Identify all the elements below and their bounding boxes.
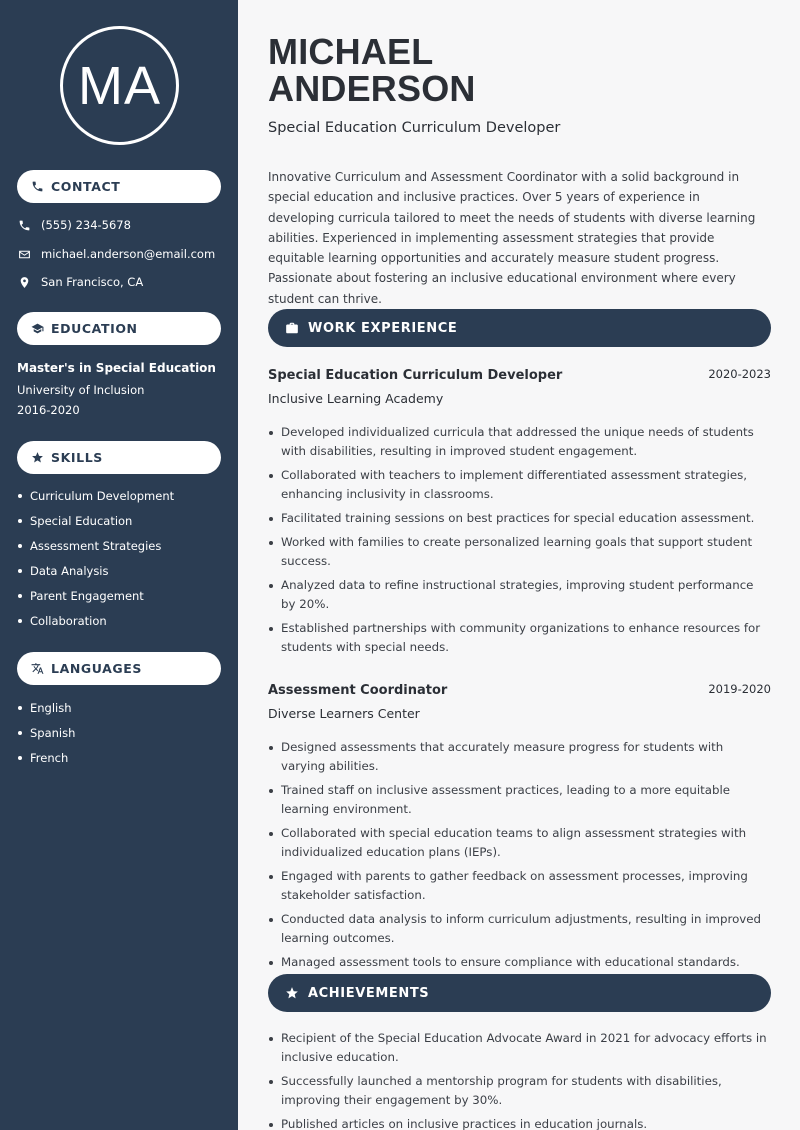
job-title: Assessment Coordinator bbox=[268, 683, 448, 698]
work-experience-heading-label: WORK EXPERIENCE bbox=[308, 320, 458, 336]
list-item: French bbox=[18, 750, 75, 775]
list-item: Trained staff on inclusive assessment practices, leading to a more equitable learning environment. bbox=[268, 781, 768, 819]
profile-summary: Innovative Curriculum and Assessment Coordinator with a solid background in special education and inclusive practices. Over 5 years of experience in developing curricula tailored to meet the needs of students with diverse learning abilities. Experienced in implementing assessment strategies that provide equitable learning opportunities and accurately measure student progress. Passionate about fostering an inclusive educational environment where every student can thrive. bbox=[268, 170, 756, 306]
languages-heading bbox=[17, 652, 221, 685]
education-heading-label: EDUCATION bbox=[51, 321, 138, 336]
languages-list bbox=[18, 700, 75, 775]
education-school: University of Inclusion bbox=[17, 383, 145, 397]
contact-location bbox=[18, 275, 143, 289]
list-item: Worked with families to create personalized learning goals that support student success. bbox=[268, 533, 768, 571]
contact-heading bbox=[17, 170, 221, 203]
list-item: Spanish bbox=[18, 725, 75, 750]
list-item: Collaboration bbox=[18, 613, 174, 638]
skills-heading bbox=[17, 441, 221, 474]
contact-heading-label: CONTACT bbox=[51, 179, 121, 194]
contact-phone bbox=[18, 218, 131, 232]
contact-email-text: michael.anderson@email.com bbox=[41, 247, 216, 261]
list-item: Assessment Strategies bbox=[18, 538, 174, 563]
languages-heading-label: LANGUAGES bbox=[51, 661, 143, 676]
sidebar bbox=[0, 0, 238, 1130]
list-item: Engaged with parents to gather feedback on assessment processes, improving stakeholder satisfaction. bbox=[268, 867, 768, 905]
list-item: Analyzed data to refine instructional strategies, improving student performance by 20%. bbox=[268, 576, 768, 614]
job-role: Special Education Curriculum Developer bbox=[268, 120, 561, 136]
star-icon bbox=[285, 986, 299, 1000]
name-first: MICHAEL bbox=[268, 31, 434, 72]
job-title: Special Education Curriculum Developer bbox=[268, 368, 563, 383]
list-item: Recipient of the Special Education Advocate Award in 2021 for advocacy efforts in inclusive education. bbox=[268, 1029, 768, 1067]
achievements-heading bbox=[268, 974, 771, 1012]
list-item: Designed assessments that accurately measure progress for students with varying abilities. bbox=[268, 738, 768, 776]
full-name bbox=[268, 33, 476, 107]
envelope-icon bbox=[18, 248, 31, 261]
contact-location-text: San Francisco, CA bbox=[41, 275, 144, 289]
job-bullets bbox=[268, 738, 768, 977]
graduation-cap-icon bbox=[31, 322, 44, 335]
education-degree: Master's in Special Education bbox=[17, 361, 216, 375]
education-heading bbox=[17, 312, 221, 345]
list-item: Special Education bbox=[18, 513, 174, 538]
avatar bbox=[60, 26, 179, 145]
list-item: Collaborated with special education teams to align assessment strategies with individualized education plans (IEPs). bbox=[268, 824, 768, 862]
avatar-initials: MA bbox=[78, 55, 161, 116]
job-dates: 2020-2023 bbox=[708, 367, 771, 381]
list-item: Established partnerships with community organizations to enhance resources for students with special needs. bbox=[268, 619, 768, 657]
skills-list bbox=[18, 488, 174, 638]
map-pin-icon bbox=[18, 276, 31, 289]
job-organization: Diverse Learners Center bbox=[268, 706, 420, 721]
list-item: Managed assessment tools to ensure compliance with educational standards. bbox=[268, 953, 768, 972]
list-item: English bbox=[18, 700, 75, 725]
contact-phone-text: (555) 234-5678 bbox=[41, 218, 131, 232]
phone-icon bbox=[31, 180, 44, 193]
contact-email[interactable] bbox=[18, 247, 215, 261]
list-item: Published articles on inclusive practices in education journals. bbox=[268, 1115, 768, 1130]
list-item: Collaborated with teachers to implement differentiated assessment strategies, enhancing inclusivity in classrooms. bbox=[268, 466, 768, 504]
phone-icon bbox=[18, 219, 31, 232]
briefcase-icon bbox=[285, 321, 299, 335]
list-item: Curriculum Development bbox=[18, 488, 174, 513]
list-item: Successfully launched a mentorship program for students with disabilities, improving their engagement by 30%. bbox=[268, 1072, 768, 1110]
job-bullets bbox=[268, 423, 768, 662]
achievements-heading-label: ACHIEVEMENTS bbox=[308, 985, 430, 1001]
list-item: Facilitated training sessions on best practices for special education assessment. bbox=[268, 509, 768, 528]
list-item: Conducted data analysis to inform curriculum adjustments, resulting in improved learning outcomes. bbox=[268, 910, 768, 948]
education-years: 2016-2020 bbox=[17, 403, 80, 417]
translate-icon bbox=[31, 662, 44, 675]
list-item: Parent Engagement bbox=[18, 588, 174, 613]
star-icon bbox=[31, 451, 44, 464]
list-item: Data Analysis bbox=[18, 563, 174, 588]
achievements-list bbox=[268, 1029, 768, 1130]
name-last: ANDERSON bbox=[268, 68, 476, 109]
skills-heading-label: SKILLS bbox=[51, 450, 103, 465]
job-organization: Inclusive Learning Academy bbox=[268, 391, 444, 406]
work-experience-heading bbox=[268, 309, 771, 347]
list-item: Developed individualized curricula that addressed the unique needs of students with disabilities, resulting in improved student engagement. bbox=[268, 423, 768, 461]
job-dates: 2019-2020 bbox=[708, 682, 771, 696]
